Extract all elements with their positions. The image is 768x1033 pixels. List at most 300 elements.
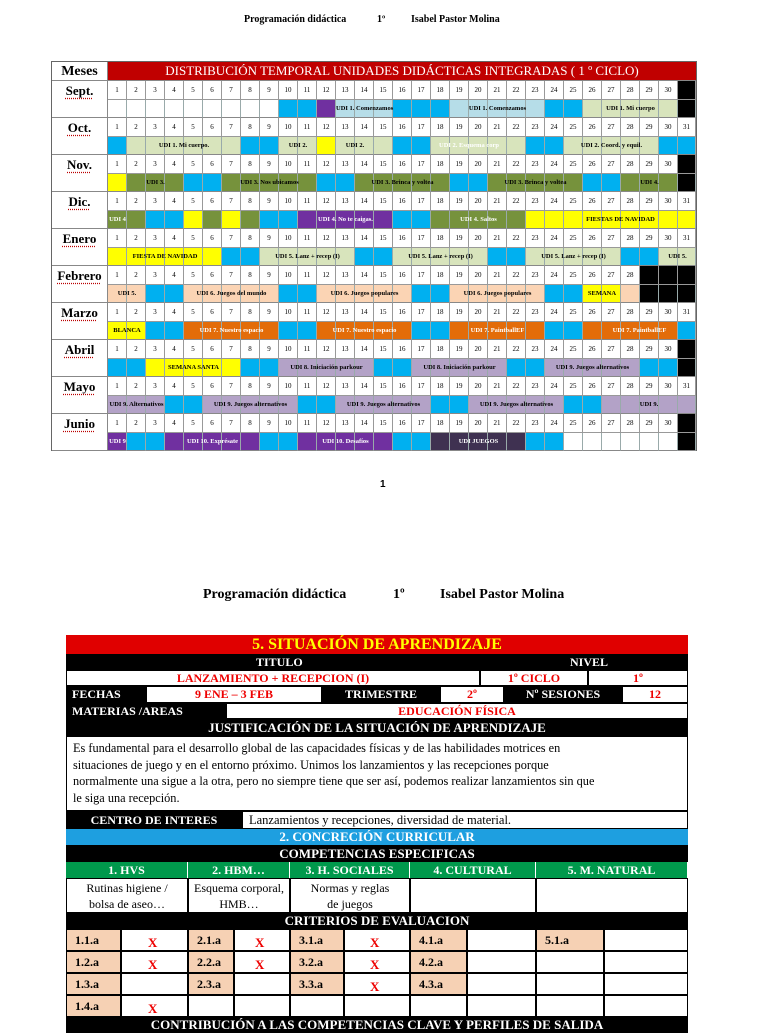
day-number: 8 bbox=[241, 192, 260, 211]
day-number: 16 bbox=[393, 118, 412, 137]
competencia-desc bbox=[188, 878, 290, 913]
day-cell bbox=[678, 100, 696, 118]
day-cell bbox=[146, 285, 165, 303]
day-cell bbox=[165, 100, 184, 118]
competencia-desc-line: Normas y reglas bbox=[310, 881, 390, 895]
day-cell bbox=[678, 433, 696, 451]
month-name: Mayo bbox=[52, 377, 108, 414]
day-number: 29 bbox=[640, 377, 659, 396]
month-name: Dic. bbox=[52, 192, 108, 229]
day-number: 29 bbox=[640, 192, 659, 211]
day-number: 16 bbox=[393, 414, 412, 433]
day-number: 14 bbox=[355, 81, 374, 100]
day-number: 14 bbox=[355, 303, 374, 322]
month-row bbox=[52, 340, 696, 377]
criterio-mark bbox=[467, 929, 536, 951]
month-row bbox=[52, 81, 696, 118]
day-number: 25 bbox=[564, 118, 583, 137]
day-number: 21 bbox=[488, 377, 507, 396]
udi-label: UDI 5. bbox=[668, 253, 687, 260]
day-number: 5 bbox=[184, 377, 203, 396]
day-cell bbox=[640, 248, 659, 266]
criterio-code bbox=[410, 995, 467, 1017]
materias-label: MATERIAS /AREAS bbox=[66, 703, 226, 719]
competencia-desc-line: HMB… bbox=[219, 897, 259, 911]
day-cell bbox=[507, 359, 526, 377]
criterio-mark bbox=[234, 995, 290, 1017]
day-number: 3 bbox=[146, 155, 165, 174]
day-cell bbox=[165, 211, 184, 229]
day-number: 24 bbox=[545, 192, 564, 211]
day-cell bbox=[127, 100, 146, 118]
udi-label: UDI 6. Juegos del mundo bbox=[196, 290, 267, 297]
day-number: 21 bbox=[488, 155, 507, 174]
udi-label: UDI 9. Juegos alternativos bbox=[479, 401, 554, 408]
day-cell bbox=[640, 433, 659, 451]
day-number: 8 bbox=[241, 118, 260, 137]
day-number: 5 bbox=[184, 81, 203, 100]
day-number: 13 bbox=[336, 192, 355, 211]
criterio-mark bbox=[121, 973, 188, 995]
day-number: 26 bbox=[583, 81, 602, 100]
competencia-desc bbox=[290, 878, 410, 913]
day-number: 16 bbox=[393, 377, 412, 396]
justificacion-line: Es fundamental para el desarrollo global de las capacidades físicas y de las habilidades motrices en bbox=[73, 741, 561, 755]
day-number: 31 bbox=[678, 192, 696, 211]
criterios-label: CRITERIOS DE EVALUACION bbox=[66, 913, 688, 929]
month-row bbox=[52, 266, 696, 303]
day-cell bbox=[108, 174, 127, 192]
page-header-2 bbox=[0, 587, 768, 607]
day-number: 20 bbox=[469, 414, 488, 433]
day-cell bbox=[298, 285, 317, 303]
distribution-title: DISTRIBUCIÓN TEMPORAL UNIDADES DIDÁCTICAS INTEGRADAS ( 1 º CICLO) bbox=[108, 62, 696, 81]
titulo-label: TITULO bbox=[256, 655, 303, 669]
day-number: 22 bbox=[507, 118, 526, 137]
day-number: 23 bbox=[526, 266, 545, 285]
day-number: 3 bbox=[146, 303, 165, 322]
day-number: 19 bbox=[450, 118, 469, 137]
day-number: 17 bbox=[412, 81, 431, 100]
day-cell bbox=[336, 174, 355, 192]
day-number: 18 bbox=[431, 118, 450, 137]
day-number: 6 bbox=[203, 340, 222, 359]
titulo-value: LANZAMIENTO + RECEPCION (I) bbox=[66, 670, 480, 686]
udi-label: UDI 9. Juegos alternativos bbox=[213, 401, 288, 408]
day-cell bbox=[184, 174, 203, 192]
day-number: 26 bbox=[583, 377, 602, 396]
day-number: 9 bbox=[260, 192, 279, 211]
day-cell bbox=[241, 137, 260, 155]
day-cell bbox=[431, 396, 450, 414]
day-number: 30 bbox=[659, 155, 678, 174]
day-empty bbox=[678, 155, 696, 174]
day-number: 26 bbox=[583, 229, 602, 248]
day-number: 1 bbox=[108, 192, 127, 211]
udi-label: BLANCA bbox=[113, 327, 141, 334]
day-number: 24 bbox=[545, 155, 564, 174]
day-cell bbox=[279, 211, 298, 229]
day-number: 22 bbox=[507, 192, 526, 211]
day-cell bbox=[184, 100, 203, 118]
day-number: 7 bbox=[222, 155, 241, 174]
day-number: 3 bbox=[146, 118, 165, 137]
day-number: 28 bbox=[621, 118, 640, 137]
udi-label: UDI 1. Mi cuerpo. bbox=[158, 142, 210, 149]
udi-label: UDI 7. Nuestro espacio bbox=[332, 327, 397, 334]
day-number: 9 bbox=[260, 229, 279, 248]
day-cell bbox=[393, 137, 412, 155]
nivel-label: NIVEL bbox=[570, 655, 609, 669]
day-number: 13 bbox=[336, 377, 355, 396]
day-number: 2 bbox=[127, 303, 146, 322]
day-number: 24 bbox=[545, 266, 564, 285]
day-number: 2 bbox=[127, 118, 146, 137]
day-number: 31 bbox=[678, 118, 696, 137]
day-empty bbox=[678, 266, 696, 285]
day-cell bbox=[659, 359, 678, 377]
udi-label: UDI 6. Juegos populares bbox=[463, 290, 532, 297]
criterio-code: 4.2.a bbox=[410, 951, 467, 973]
day-cell bbox=[260, 359, 279, 377]
day-number: 29 bbox=[640, 303, 659, 322]
day-cell bbox=[108, 359, 127, 377]
day-number: 18 bbox=[431, 81, 450, 100]
day-number: 29 bbox=[640, 229, 659, 248]
day-number: 8 bbox=[241, 229, 260, 248]
day-cell bbox=[507, 248, 526, 266]
day-cell bbox=[659, 137, 678, 155]
day-cell bbox=[393, 211, 412, 229]
day-number: 10 bbox=[279, 340, 298, 359]
day-number: 19 bbox=[450, 155, 469, 174]
day-cell bbox=[450, 174, 469, 192]
day-cell bbox=[203, 211, 222, 229]
day-number: 28 bbox=[621, 303, 640, 322]
day-number: 27 bbox=[602, 81, 621, 100]
criterio-code: 1.1.a bbox=[66, 929, 121, 951]
day-number: 7 bbox=[222, 303, 241, 322]
page-header bbox=[0, 14, 768, 30]
page-number: 1 bbox=[380, 479, 386, 490]
day-number: 15 bbox=[374, 192, 393, 211]
day-number: 10 bbox=[279, 303, 298, 322]
udi-label: UDI 8. Iniciación parkour bbox=[290, 364, 363, 371]
day-empty bbox=[640, 266, 659, 285]
day-number: 2 bbox=[127, 81, 146, 100]
day-number: 14 bbox=[355, 414, 374, 433]
day-cell bbox=[450, 396, 469, 414]
day-number: 17 bbox=[412, 118, 431, 137]
day-number: 23 bbox=[526, 303, 545, 322]
day-number: 25 bbox=[564, 340, 583, 359]
criterio-code: 1.2.a bbox=[66, 951, 121, 973]
udi-label: UDI 10. Desafíos bbox=[322, 438, 369, 445]
day-number: 12 bbox=[317, 340, 336, 359]
day-number: 28 bbox=[621, 414, 640, 433]
contribucion-label: CONTRIBUCIÓN A LAS COMPETENCIAS CLAVE Y PERFILES DE SALIDA bbox=[66, 1017, 688, 1033]
udi-label: FIESTAS DE NAVIDAD bbox=[586, 216, 655, 223]
day-number: 17 bbox=[412, 192, 431, 211]
day-number: 4 bbox=[165, 340, 184, 359]
day-number: 15 bbox=[374, 266, 393, 285]
criterio-mark: X bbox=[121, 995, 188, 1017]
competencia-header: 5. M. NATURAL bbox=[536, 862, 688, 878]
day-number: 1 bbox=[108, 340, 127, 359]
criterio-code bbox=[536, 973, 604, 995]
day-number: 6 bbox=[203, 118, 222, 137]
udi-label: UDI 3. Brinca y voltea bbox=[371, 179, 434, 186]
day-number: 27 bbox=[602, 192, 621, 211]
day-number: 31 bbox=[678, 303, 696, 322]
day-number: 6 bbox=[203, 414, 222, 433]
day-number: 18 bbox=[431, 229, 450, 248]
day-number: 9 bbox=[260, 155, 279, 174]
day-cell bbox=[583, 433, 602, 451]
competencia-desc-line: de juegos bbox=[327, 897, 373, 911]
day-number: 10 bbox=[279, 414, 298, 433]
day-number: 1 bbox=[108, 303, 127, 322]
day-number: 11 bbox=[298, 303, 317, 322]
day-number: 30 bbox=[659, 118, 678, 137]
day-number: 25 bbox=[564, 155, 583, 174]
criterio-mark bbox=[234, 973, 290, 995]
competencia-desc bbox=[536, 878, 688, 913]
day-number: 13 bbox=[336, 229, 355, 248]
day-number: 24 bbox=[545, 118, 564, 137]
day-cell bbox=[678, 137, 696, 155]
day-number: 7 bbox=[222, 266, 241, 285]
justificacion-text bbox=[66, 736, 688, 811]
situacion-title: 5. SITUACIÓN DE APRENDIZAJE bbox=[66, 635, 688, 654]
udi-label: UDI 7. PaintballEF bbox=[612, 327, 667, 334]
day-number: 22 bbox=[507, 81, 526, 100]
day-number: 24 bbox=[545, 81, 564, 100]
curso-value: 1º bbox=[588, 670, 688, 686]
day-cell bbox=[222, 100, 241, 118]
day-number: 15 bbox=[374, 81, 393, 100]
udi-label: UDI 5. Lanz + recep (I) bbox=[541, 253, 606, 260]
udi-label: UDI 7. PaintballEF bbox=[470, 327, 525, 334]
fechas-label: FECHAS bbox=[66, 686, 146, 703]
day-number: 12 bbox=[317, 229, 336, 248]
criterio-code: 3.2.a bbox=[290, 951, 344, 973]
day-number: 11 bbox=[298, 229, 317, 248]
day-number: 15 bbox=[374, 377, 393, 396]
udi-label: UDI 4. No te caigas. bbox=[318, 216, 373, 223]
day-number: 7 bbox=[222, 414, 241, 433]
trimestre-value: 2º bbox=[440, 686, 504, 703]
day-number: 14 bbox=[355, 229, 374, 248]
day-number: 1 bbox=[108, 81, 127, 100]
day-cell bbox=[583, 396, 602, 414]
day-cell bbox=[374, 359, 393, 377]
criterio-mark: X bbox=[344, 973, 410, 995]
day-number: 8 bbox=[241, 155, 260, 174]
day-number: 27 bbox=[602, 303, 621, 322]
day-number: 7 bbox=[222, 340, 241, 359]
criterio-mark bbox=[344, 995, 410, 1017]
day-number: 4 bbox=[165, 118, 184, 137]
day-cell bbox=[431, 322, 450, 340]
day-number: 25 bbox=[564, 266, 583, 285]
day-cell bbox=[374, 137, 393, 155]
month-name: Sept. bbox=[52, 81, 108, 118]
day-number: 12 bbox=[317, 414, 336, 433]
udi-label: SEMANA bbox=[587, 290, 617, 297]
day-number: 1 bbox=[108, 229, 127, 248]
udi-label: UDI 5. Lanz + recep (I) bbox=[275, 253, 340, 260]
day-cell bbox=[127, 433, 146, 451]
udi-label: UDI 2. bbox=[345, 142, 365, 149]
day-number: 26 bbox=[583, 303, 602, 322]
day-number: 7 bbox=[222, 118, 241, 137]
day-number: 23 bbox=[526, 118, 545, 137]
criterio-code bbox=[536, 951, 604, 973]
day-cell bbox=[203, 100, 222, 118]
day-number: 22 bbox=[507, 340, 526, 359]
day-number: 6 bbox=[203, 155, 222, 174]
criterio-code: 1.3.a bbox=[66, 973, 121, 995]
day-number: 4 bbox=[165, 414, 184, 433]
criterio-code: 4.1.a bbox=[410, 929, 467, 951]
day-number: 12 bbox=[317, 377, 336, 396]
day-number: 19 bbox=[450, 266, 469, 285]
criterio-mark: X bbox=[234, 951, 290, 973]
day-empty bbox=[659, 266, 678, 285]
day-number: 19 bbox=[450, 377, 469, 396]
day-number: 11 bbox=[298, 266, 317, 285]
day-cell bbox=[222, 248, 241, 266]
competencia-header: 2. HBM… bbox=[188, 862, 290, 878]
day-number: 20 bbox=[469, 303, 488, 322]
day-cell bbox=[412, 285, 431, 303]
day-number: 19 bbox=[450, 340, 469, 359]
criterio-mark: X bbox=[234, 929, 290, 951]
justificacion-line: le siga una recepción. bbox=[73, 790, 180, 805]
ciclo-value: 1º CICLO bbox=[480, 670, 588, 686]
day-number: 29 bbox=[640, 155, 659, 174]
day-number: 20 bbox=[469, 192, 488, 211]
day-cell bbox=[412, 322, 431, 340]
day-number: 25 bbox=[564, 192, 583, 211]
day-number: 23 bbox=[526, 155, 545, 174]
day-number: 9 bbox=[260, 303, 279, 322]
udi-label: UDI 1. Comenzamos bbox=[336, 105, 394, 112]
day-number: 30 bbox=[659, 414, 678, 433]
day-number: 14 bbox=[355, 192, 374, 211]
day-number: 6 bbox=[203, 81, 222, 100]
day-number: 28 bbox=[621, 192, 640, 211]
day-number: 1 bbox=[108, 414, 127, 433]
day-number: 17 bbox=[412, 340, 431, 359]
day-number: 20 bbox=[469, 340, 488, 359]
day-number: 31 bbox=[678, 229, 696, 248]
day-cell bbox=[583, 174, 602, 192]
day-number: 6 bbox=[203, 377, 222, 396]
day-cell bbox=[184, 211, 203, 229]
day-cell bbox=[431, 100, 450, 118]
day-number: 4 bbox=[165, 229, 184, 248]
day-cell bbox=[127, 211, 146, 229]
situacion-table bbox=[66, 635, 688, 1032]
day-number: 17 bbox=[412, 155, 431, 174]
day-number: 8 bbox=[241, 266, 260, 285]
competencia-header: 4. CULTURAL bbox=[410, 862, 536, 878]
day-number: 11 bbox=[298, 118, 317, 137]
header-title-2: Programación didáctica bbox=[203, 587, 347, 602]
day-cell bbox=[165, 396, 184, 414]
day-cell bbox=[146, 211, 165, 229]
competencia-desc-line: bolsa de aseo… bbox=[89, 897, 165, 911]
day-number: 22 bbox=[507, 414, 526, 433]
day-number: 2 bbox=[127, 266, 146, 285]
day-number: 28 bbox=[621, 81, 640, 100]
day-number: 2 bbox=[127, 192, 146, 211]
day-number: 15 bbox=[374, 229, 393, 248]
criterio-mark: X bbox=[344, 951, 410, 973]
day-cell bbox=[526, 433, 545, 451]
day-number: 4 bbox=[165, 377, 184, 396]
day-number: 18 bbox=[431, 192, 450, 211]
criterio-code: 2.1.a bbox=[188, 929, 234, 951]
day-number: 10 bbox=[279, 192, 298, 211]
justificacion-line: normalmente una sigue a la otra, pero no siempre tiene que ser así, podemos realizar lanzamientos sin que bbox=[73, 774, 595, 788]
day-number: 16 bbox=[393, 229, 412, 248]
day-number: 14 bbox=[355, 266, 374, 285]
day-cell bbox=[298, 100, 317, 118]
day-number: 17 bbox=[412, 414, 431, 433]
day-number: 2 bbox=[127, 229, 146, 248]
day-number: 10 bbox=[279, 81, 298, 100]
day-number: 18 bbox=[431, 266, 450, 285]
day-cell bbox=[412, 100, 431, 118]
day-cell bbox=[241, 100, 260, 118]
month-name: Nov. bbox=[52, 155, 108, 192]
day-number: 8 bbox=[241, 340, 260, 359]
day-cell bbox=[184, 396, 203, 414]
day-cell bbox=[659, 285, 678, 303]
day-number: 19 bbox=[450, 303, 469, 322]
day-number: 1 bbox=[108, 155, 127, 174]
criterio-code: 4.3.a bbox=[410, 973, 467, 995]
day-number: 13 bbox=[336, 81, 355, 100]
day-number: 28 bbox=[621, 266, 640, 285]
day-number: 28 bbox=[621, 377, 640, 396]
day-number: 29 bbox=[640, 414, 659, 433]
day-number: 9 bbox=[260, 377, 279, 396]
day-cell bbox=[165, 285, 184, 303]
udi-label: UDI 4. Saltos bbox=[460, 216, 497, 223]
day-number: 31 bbox=[678, 377, 696, 396]
day-number: 18 bbox=[431, 155, 450, 174]
day-number: 13 bbox=[336, 340, 355, 359]
day-cell bbox=[165, 322, 184, 340]
day-number: 2 bbox=[127, 377, 146, 396]
day-number: 8 bbox=[241, 81, 260, 100]
month-row bbox=[52, 118, 696, 155]
day-cell bbox=[678, 174, 696, 192]
day-cell bbox=[260, 211, 279, 229]
day-number: 25 bbox=[564, 229, 583, 248]
criterio-code: 2.3.a bbox=[188, 973, 234, 995]
day-number: 1 bbox=[108, 118, 127, 137]
day-number: 23 bbox=[526, 377, 545, 396]
day-cell bbox=[279, 285, 298, 303]
udi-label: UDI 9 bbox=[109, 438, 126, 445]
criterio-mark bbox=[604, 951, 688, 973]
day-number: 26 bbox=[583, 414, 602, 433]
